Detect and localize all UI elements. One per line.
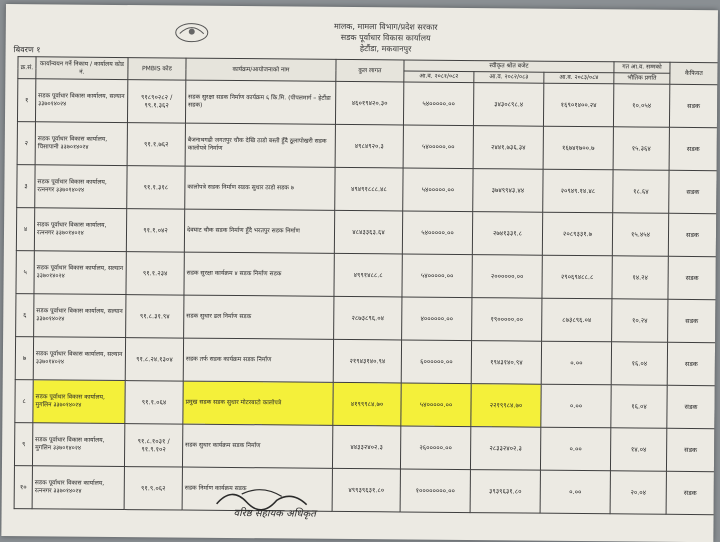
header-budget-group: स्वीकृत श्रोत बजेट [404,60,614,73]
cell-office: सडक पूर्वाधार विकास कार्यालय, सल्यान ३३७०१४०२४ [35,79,127,123]
header-fy3: आ.व. २०८३/०८४ [544,72,614,84]
nepal-emblem-icon [174,19,210,43]
cell-office: सडक पूर्वाधार विकास कार्यालय, सल्यान ३३७०१४०२४ [34,294,126,338]
cell-fy3: १६९०१४००.२४ [543,83,613,127]
cell-fy1: २६०००००.०० [400,426,470,470]
table-row [16,294,716,343]
cell-fy3: २९०६९४८८.८ [542,255,612,299]
cell-fy3: ०.०० [540,470,610,514]
table-row [16,208,716,257]
cell-sn: ९ [14,423,32,466]
cell-sn: ३ [17,165,35,208]
cell-fy3: २०८९३३१.७ [542,212,612,256]
cell-activity: कालोपत्रे सडक निर्माण सडक सुधार ठाडो सडक ७ [185,166,335,210]
cell-total-cost: ४९९३९६३१.८० [332,468,400,512]
cell-office: सडक पूर्वाधार विकास कार्यालय, चिसापानी ३३७०१४०२४ [35,122,127,166]
cell-fy1: ५४०००००.०० [402,254,472,298]
cell-sn: २ [17,122,35,165]
header-pmbis: PMBIS कोड [128,58,186,81]
budget-table [14,56,718,515]
cell-pmbis: ९१.१.२३४ [126,252,184,296]
cell-total-cost: ४८४३३६३.६४ [334,210,402,254]
page-marker: बिवरण १ [13,45,41,55]
cell-fy2: २००००००.०० [472,255,542,299]
cell-office: सडक पूर्वाधार विकास कार्यालय, मुगलिन ३३७०१४०२४ [33,380,125,424]
cell-pmbis: ९१.८.१०३१ / ९१.९.१०२ [124,424,182,468]
cell-pmbis: ९१.१.३१८ [127,166,185,210]
cell-sn: १ [17,79,35,122]
cell-fy3: ०.०० [541,341,611,385]
header-fy2: आ.व. २०८२/०८३ [474,72,544,84]
header-progress: भौतिक प्रगति [614,73,670,84]
cell-progress: १४.०४ [610,428,666,471]
table-row [15,337,715,386]
cell-remarks: सडक [668,299,716,342]
cell-fy2: २४४१.७३६.३४ [473,126,543,170]
header-line-1: मालक, मामला विभाग/प्रदेश सरकार [333,21,438,32]
cell-total-cost: २१९४३१४०.९४ [333,339,401,383]
cell-remarks: सडक [669,84,717,127]
cell-progress: १५.४५४ [612,213,668,256]
cell-activity: बैजनाथगढी जगतपुर चौक देखि ठाडो बस्ती हुँदै ठूलापोखरी सडक कालोपत्रे निर्माण [185,123,335,167]
header-total-cost: कुल लागत [336,59,404,82]
cell-fy3: ८७३८९६.०४ [542,298,612,342]
cell-pmbis: ९१.१.०४२ [126,209,184,253]
cell-remarks: सडक [667,385,715,428]
cell-fy2: १९०००००.०० [472,298,542,342]
cell-office: सडक पूर्वाधार विकास कार्यालय, रत्ननगर ३३७०१४०२४ [32,466,124,510]
signature-title: वरिष्ठ सहायक अधिकृत [233,508,316,520]
cell-fy3: १६७४१७००.७ [543,126,613,170]
cell-sn: १० [14,466,32,509]
cell-fy3: २०९४९.१४.४८ [543,169,613,213]
cell-progress: १०.२४ [612,299,668,342]
header-line-3: हेटौंडा, मकवानपुर [359,44,412,54]
cell-fy1: ५४०००००.०० [403,168,473,212]
document-page [1,4,718,542]
document-header [266,20,506,55]
cell-activity: सडक सुरक्षा कार्यक्रम ४ सडक निर्माण सडक [184,252,334,296]
cell-sn: ६ [16,294,34,337]
cell-activity: देवघाट चौक सडक निर्माण हुँदै भरतपुर सडक निर्माण [184,209,334,253]
cell-total-cost: ४४३३२४०२.३ [332,425,400,469]
cell-fy1: ६००००००.०० [401,340,471,384]
cell-sn: ५ [16,251,34,294]
cell-fy2: ३४३०८९८.४ [473,83,543,127]
cell-pmbis: ९१.१.७६२ [127,123,185,167]
cell-total-cost: ४९८४९२०.३ [335,124,403,168]
cell-activity: सडक सुरक्षा सडक निर्माण कार्यक्रम ६ कि.मि. (पीपलमार्ग – हेटौंडा सडक) [185,80,335,124]
header-progress-group: गत आ.व. सम्मको [614,62,670,73]
cell-fy1: ५४०००००.०० [403,82,473,126]
header-remarks: कैफियत [670,62,718,84]
table-row [14,466,714,515]
cell-remarks: सडक [669,170,717,213]
cell-fy2: २७४१३३१.८ [472,212,542,256]
cell-activity: सडक सुधार ढल निर्माण सडक [184,295,334,339]
cell-remarks: सडक [666,471,714,514]
cell-activity: सडक सुधार कार्यक्रम सडक निर्माण [182,424,332,468]
cell-fy3: ०.०० [541,384,611,428]
table-row [16,251,716,300]
cell-fy1: ५४०००००.०० [401,383,471,427]
cell-pmbis: ९१.८.२४.१३०४ [125,338,183,382]
cell-activity: सडक तर्फ सडक कार्यक्रम सडक निर्माण [183,338,333,382]
cell-total-cost: ४१९९९८४.७० [333,382,401,426]
cell-fy1: ४००००००.०० [402,297,472,341]
cell-fy3: ०.०० [540,427,610,471]
cell-activity: सडक निर्माण कार्यक्रम सडक [182,467,332,511]
cell-office: सडक पूर्वाधार विकास कार्यालय, सल्यान ३३७०१४०२४ [34,251,126,295]
cell-office: सडक पूर्वाधार विकास कार्यालय, रत्ननगर ३३७०१४०२४ [34,208,126,252]
table-row [15,380,715,429]
cell-pmbis: ९१.९.०६२ [124,467,182,511]
cell-office: सडक पूर्वाधार विकास कार्यालय, मुगलिन ३३७०१४०२४ [32,423,124,467]
cell-fy2: १९४३१४०.९४ [471,341,541,385]
cell-fy1: ५४०००००.०० [403,125,473,169]
cell-remarks: सडक [669,127,717,170]
cell-fy2: ३७४९९४३.४४ [473,169,543,213]
table-row [17,79,717,128]
table-row [14,423,714,472]
cell-progress: १४.२४ [612,256,668,299]
cell-sn: ४ [16,208,34,251]
cell-total-cost: ४६०१९४२०.३० [335,81,403,125]
table-row [17,122,717,171]
cell-pmbis: ९१.८.३१.९४ [126,295,184,339]
cell-total-cost: २८७३८९६.०४ [334,296,402,340]
cell-fy2: २२१९९८४.७० [471,384,541,428]
cell-pmbis: ९१८९०२८२ / ९९.१.३६२ [127,80,185,124]
cell-fy2: ३९३९६३१.८० [470,470,540,514]
cell-office: सडक पूर्वाधार विकास कार्यालय, सल्यान ३३७०१४०२४ [33,337,125,381]
cell-progress: २०.०४ [610,471,666,514]
header-fy1: आ.व. २०८१/०८२ [404,71,474,83]
cell-fy1: १००००००००.०० [400,469,470,513]
header-line-2: सडक पूर्वाधार विकास कार्यालय [340,32,431,43]
cell-progress: १५.३६४ [613,127,669,170]
cell-office: सडक पूर्वाधार विकास कार्यालय, रत्ननगर ३३७०१४०२४ [35,165,127,209]
cell-remarks: सडक [666,428,714,471]
cell-total-cost: ४९९१४८८.८ [334,253,402,297]
cell-fy2: २८३३२४०२.३ [470,427,540,471]
cell-progress: १६.०४ [611,385,667,428]
cell-sn: ७ [15,337,33,380]
cell-progress: १८.६४ [613,170,669,213]
cell-progress: १६.०४ [611,342,667,385]
cell-total-cost: ४९४९१८८८.४८ [335,167,403,211]
header-activity: कार्यक्रम/आयोजनाको नाम [186,58,336,81]
cell-fy1: ५४०००००.०० [402,211,472,255]
header-sn: क्र.सं. [18,57,36,79]
cell-remarks: सडक [668,256,716,299]
header-office: कार्यान्वयन गर्ने निकाय / कार्यालय कोड नं. [36,57,128,80]
cell-remarks: सडक [667,342,715,385]
cell-sn: ८ [15,380,33,423]
cell-remarks: सडक [668,213,716,256]
cell-pmbis: ९१.१.०६४ [125,381,183,425]
cell-progress: १०.०५४ [613,84,669,127]
table-row [17,165,717,214]
cell-activity: प्रमुख सडक सडक सुधार मोटरबाटो कालोपत्रे [183,381,333,425]
